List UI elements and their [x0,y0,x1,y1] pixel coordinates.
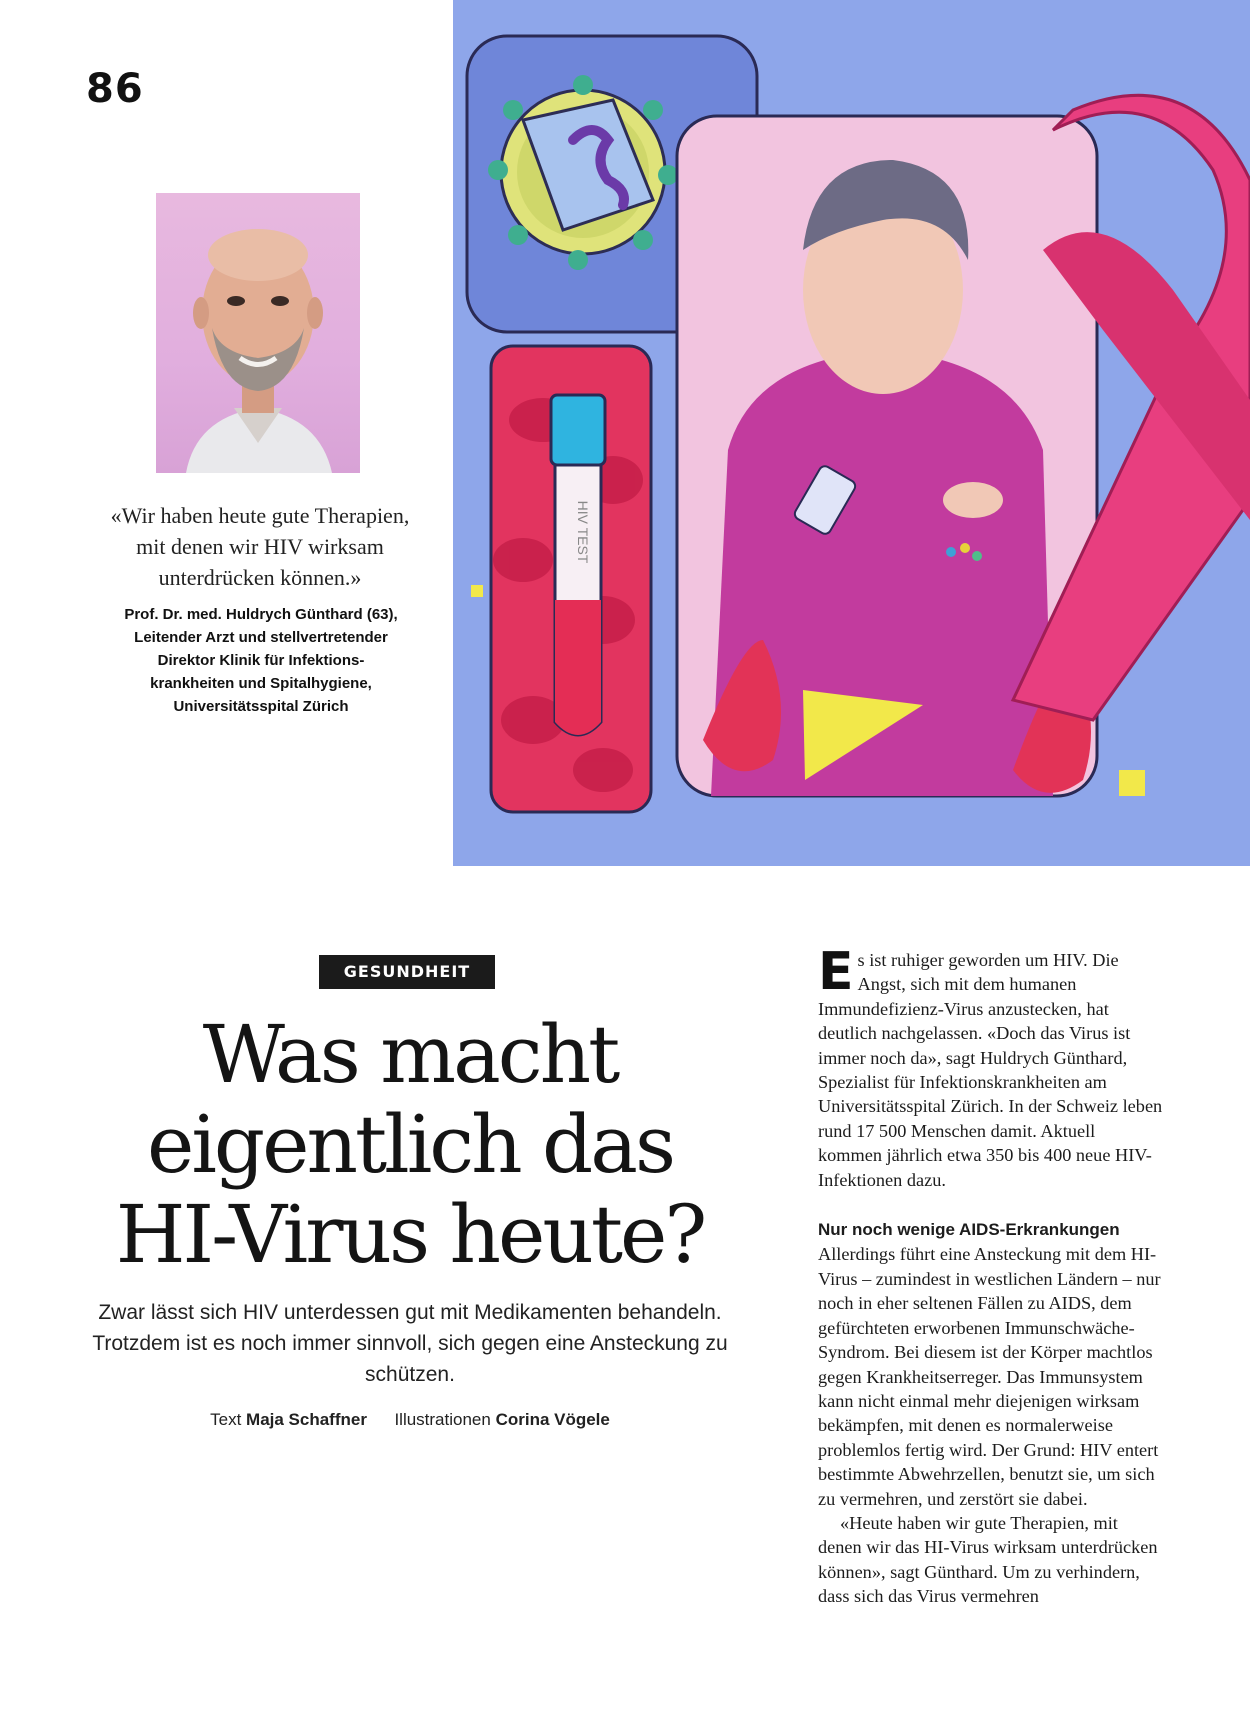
article-body [818,942,1163,1609]
category-tag: GESUNDHEIT [319,955,495,989]
text-author: Maja Schaffner [246,1410,367,1429]
pull-quote: «Wir haben heute gute Therapien, mit denen wir HIV wirksam unterdrücken können.» [110,503,410,590]
portrait-illustration [156,193,360,473]
lead-paragraph: Zwar lässt sich HIV unterdessen gut mit Medikamenten behandeln. Trotzdem ist es noch immer sinnvoll, sich gegen eine Ansteckung zu schützen. [92,1301,728,1386]
caption-line: Direktor Klinik für Infektions- [157,652,365,669]
drop-cap: E [818,942,854,1002]
subheading: Nur noch wenige AIDS-Erkrankungen [818,1220,1120,1240]
paragraph-text: s ist ruhiger geworden um HIV. Die Angst, sich mit dem humanen Immundefizienz-Virus anzustecken, hat deutlich nachgelassen. «Doch das Virus ist immer noch da», sagt Huldrych Günthard, Spezialist für Infektionskrankheiten am Universitätsspital Zürich. In der Schweiz leben rund 17 500 Menschen damit. Aktuell kommen jährlich etwa 350 bis 400 neue HIV-Infektionen dazu. [818,950,1163,1190]
credits [80,1410,740,1430]
portrait-caption [96,603,426,718]
body-paragraph-2: Allerdings führt eine Ansteckung mit dem HI-Virus – zumindest in westlichen Ländern – nur noch in eher seltenen Fällen zu AIDS, dem gefürchteten erworbenen Immunschwäche-Syndrom. Bei diesem ist der Körper machtlos gegen Krankheitserreger. Das Immunsystem kann nicht einmal mehr diejenigen wirksam bekämpfen, mit denen es normalerweise problemlos fertig wird. Der Grund: HIV entert bestimmte Abwehrzellen, benutzt sie, um sich zu vermehren, und zerstört sie dabei. [818,1244,1161,1509]
hiv-illustration [453,0,1250,866]
caption-line: krankheiten und Spitalhygiene, [150,675,372,692]
caption-line: Leitender Arzt und stellvertretender [134,629,388,646]
body-paragraph-3: «Heute haben wir gute Therapien, mit denen wir das HI-Virus wirksam unterdrücken können», sagt Günthard. Um zu verhindern, dass sich das Virus vermehren [818,1512,1158,1607]
virus-icon [488,75,678,270]
text-label: Text [210,1410,242,1429]
caption-line: Universitätsspital Zürich [173,698,349,715]
portrait-photo [156,193,360,473]
tube-label: HIV TEST [575,500,591,564]
caption-line: Prof. Dr. med. Huldrych Günthard (63), [124,606,398,623]
headline: Was macht eigentlich das HI-Virus heute? [115,1008,705,1281]
illustration-label: Illustrationen [394,1410,491,1429]
body-paragraph-1 [818,942,1163,1192]
illustration-author: Corina Vögele [495,1410,610,1429]
page-number: 86 [86,66,144,112]
test-tube-icon [551,395,605,735]
